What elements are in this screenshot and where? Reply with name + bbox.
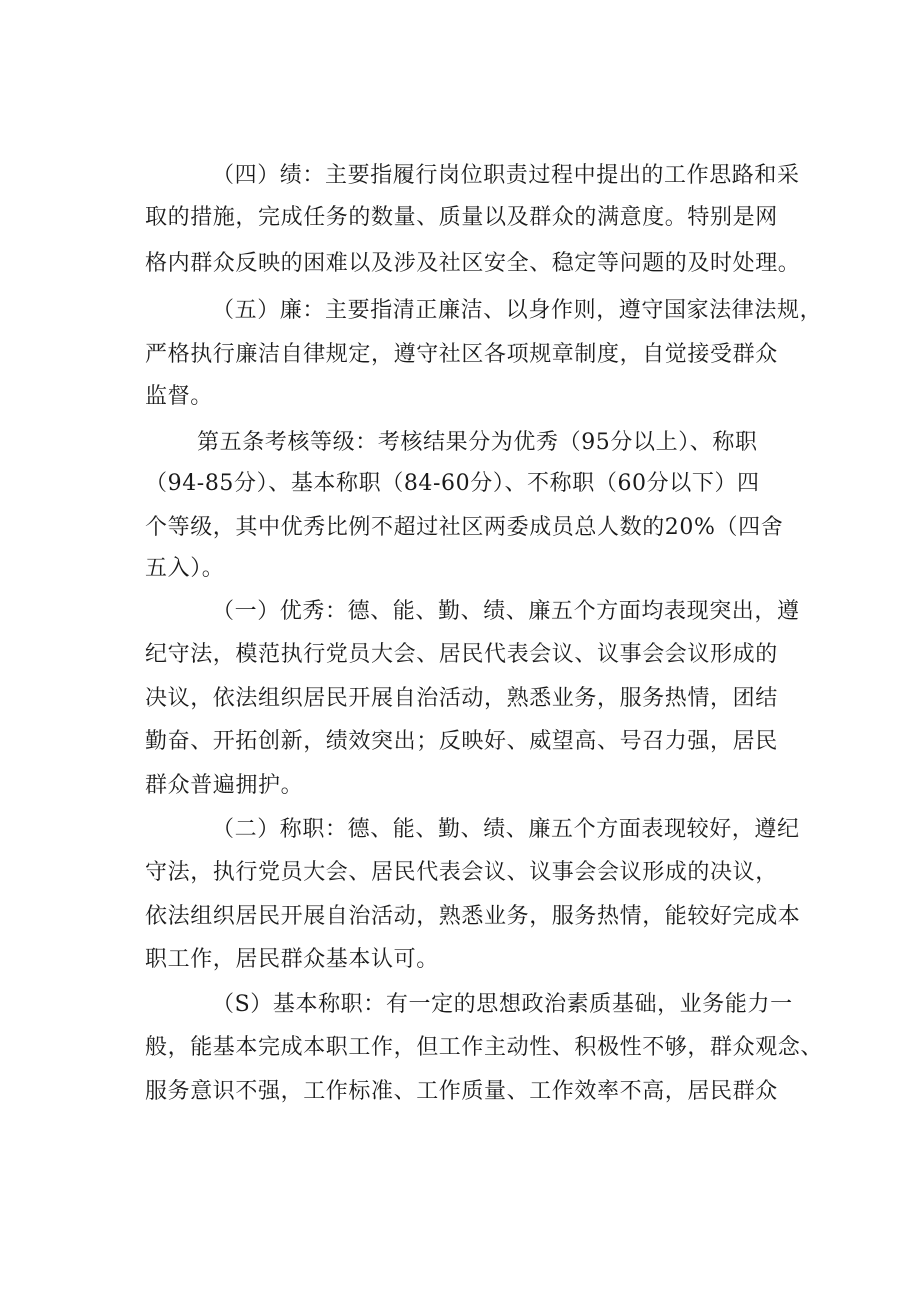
text-line: 般，能基本完成本职工作，但工作主动性、积极性不够，群众观念、 — [145, 1035, 824, 1060]
text-line: （四）绩：主要指履行岗位职责过程中提出的工作思路和采 — [212, 163, 800, 188]
text-line: 格内群众反映的困难以及涉及社区安全、稳定等问题的及时处理。 — [145, 251, 801, 276]
text-line: 决议，依法组织居民开展自治活动，熟悉业务，服务热情，团结 — [145, 686, 778, 711]
text-line: 第五条考核等级：考核结果分为优秀（95分以上）、称职 — [197, 430, 758, 455]
text-line: （94-85分）、基本称职（84-60分）、不称职（60分以下）四 — [145, 471, 760, 496]
text-line: 守法，执行党员大会、居民代表会议、议事会会议形成的决议， — [145, 860, 778, 885]
text-line: 勤奋、开拓创新，绩效突出；反映好、威望高、号召力强，居民 — [145, 729, 778, 754]
text-line: 严格执行廉洁自律规定，遵守社区各项规章制度，自觉接受群众 — [145, 342, 778, 367]
text-line: 职工作，居民群众基本认可。 — [145, 947, 439, 972]
text-line: 监督。 — [145, 384, 213, 409]
text-line: 纪守法，模范执行党员大会、居民代表会议、议事会会议形成的 — [145, 642, 778, 667]
text-line: 服务意识不强，工作标准、工作质量、工作效率不高，居民群众 — [145, 1079, 778, 1104]
text-line: （五）廉：主要指清正廉洁、以身作则，遵守国家法律法规， — [212, 298, 823, 323]
text-line: （一）优秀：德、能、勤、绩、廉五个方面均表现突出，遵 — [212, 599, 800, 624]
text-line: 群众普遍拥护。 — [145, 773, 304, 798]
text-line: 取的措施，完成任务的数量、质量以及群众的满意度。特别是网 — [145, 205, 778, 230]
text-line: 依法组织居民开展自治活动，熟悉业务，服务热情，能较好完成本 — [145, 904, 801, 929]
text-line: 个等级，其中优秀比例不超过社区两委成员总人数的20%（四舍 — [145, 515, 784, 540]
text-line: （二）称职：德、能、勤、绩、廉五个方面表现较好，遵纪 — [212, 817, 800, 842]
text-line: （S）基本称职：有一定的思想政治素质基础，业务能力一 — [212, 992, 793, 1017]
text-line: 五入）。 — [145, 556, 225, 581]
